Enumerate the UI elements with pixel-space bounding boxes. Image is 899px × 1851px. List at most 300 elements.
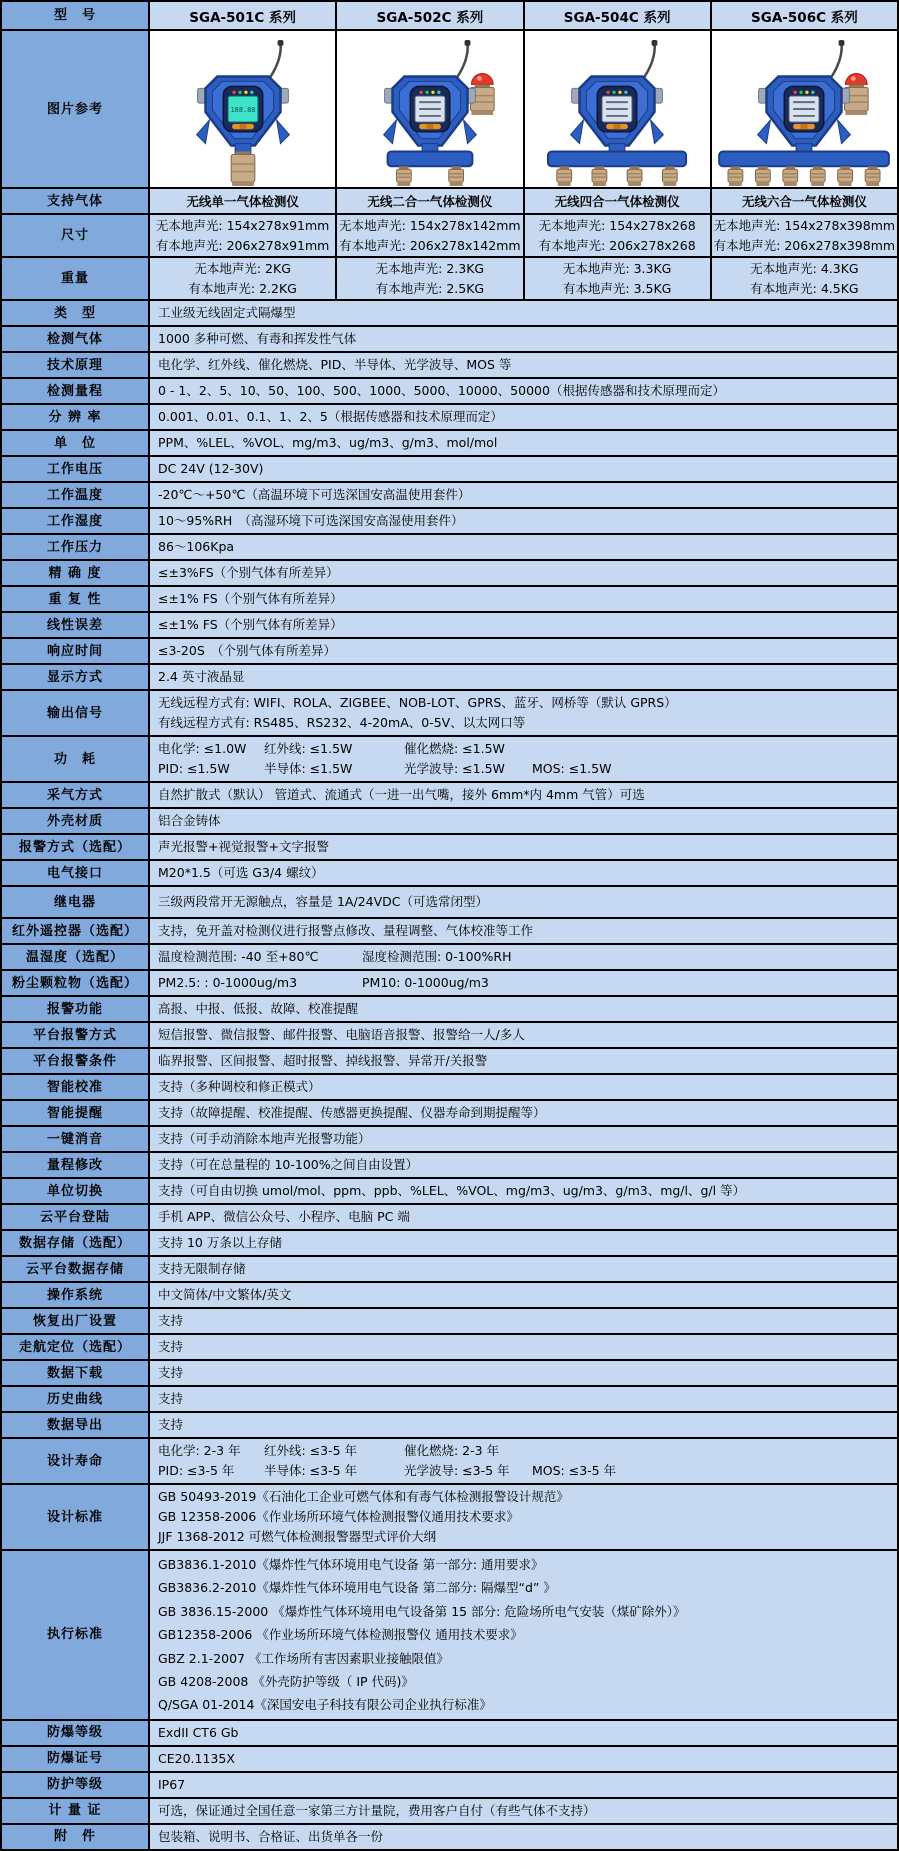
spec-row: [2, 665, 897, 689]
spec-segment: 包装箱、说明书、合格证、出货单各一份: [158, 1828, 384, 1844]
spec-row-label: 工作温度: [2, 483, 148, 507]
size-with-alarm: 有本地声光: 206x278x91mm: [155, 237, 330, 253]
spec-row-label: 数据下载: [2, 1361, 148, 1385]
spec-row-label: 检测气体: [2, 327, 148, 351]
spec-segment: 声光报警+视觉报警+文字报警: [158, 839, 329, 854]
spec-row-value: [150, 1335, 897, 1359]
weight-502c: [337, 258, 522, 299]
gas-detector-illustration: [151, 37, 335, 187]
spec-segment: M20*1.5（可选 G3/4 螺纹）: [158, 865, 324, 880]
spec-segment: 温度检测范围: -40 至+80℃: [158, 949, 319, 964]
spec-segment: PID: ≤1.5W: [158, 761, 230, 776]
spec-row-label: 计 量 证: [2, 1799, 148, 1823]
spec-row: [2, 1257, 897, 1281]
size-no-alarm: 无本地声光: 154x278x268: [538, 217, 696, 233]
spec-segment: 支持无限制存储: [158, 1261, 246, 1276]
spec-row-value: [150, 887, 897, 917]
size-with-alarm: 有本地声光: 206x278x398mm: [713, 237, 896, 253]
spec-line: [158, 1259, 246, 1279]
spec-segment: ≤±1% FS（个别气体有所差异）: [158, 617, 343, 632]
size-no-alarm: 无本地声光: 154x278x398mm: [713, 217, 896, 233]
spec-row-value: [150, 997, 897, 1021]
spec-row-label: 数据存储（选配）: [2, 1231, 148, 1255]
spec-segment: Q/SGA 01-2014《深国安电子科技有限公司企业执行标准》: [158, 1697, 492, 1713]
spec-segment: PM2.5: : 0-1000ug/m3: [158, 975, 298, 990]
spec-row-label: 技术原理: [2, 353, 148, 377]
spec-segment: 无线远程方式有: WIFI、ROLA、ZIGBEE、NOB-LOT、GPRS、蓝牙、网桥等（默认 GPRS）: [158, 695, 677, 710]
spec-row-label: 一键消音: [2, 1127, 148, 1151]
spec-row: [2, 1153, 897, 1177]
spec-row-value: [150, 1283, 897, 1307]
spec-line: [158, 1415, 183, 1435]
spec-line: [158, 407, 503, 427]
spec-row-label: 分 辨 率: [2, 405, 148, 429]
spec-row: [2, 887, 897, 917]
weight-with-alarm: 有本地声光: 2.5KG: [375, 280, 485, 296]
spec-line: [158, 1207, 410, 1227]
spec-row: [2, 737, 897, 781]
spec-segment: 三级两段常开无源触点，容量是 1A/24VDC（可选常闭型）: [158, 894, 488, 909]
spec-line: [158, 947, 511, 967]
spec-line: [158, 1827, 383, 1847]
spec-segment: ≤±1% FS（个别气体有所差异）: [158, 591, 343, 606]
spec-row-value: [150, 405, 897, 429]
model-header-cell-506c: SGA-506C 系列: [712, 2, 897, 29]
spec-row: [2, 561, 897, 585]
spec-row-label: 恢复出厂设置: [2, 1309, 148, 1333]
spec-segment: 10～95%RH （高湿环境下可选深国安高湿使用套件）: [158, 513, 464, 528]
spec-row: [2, 809, 897, 833]
spec-row-value: [150, 1439, 897, 1483]
spec-line: [158, 1155, 418, 1175]
spec-segment: 2.4 英寸液晶显: [158, 669, 245, 684]
spec-row-label: 采气方式: [2, 783, 148, 807]
spec-segment: JJF 1368-2012 可燃气体检测报警器型式评价大纲: [158, 1529, 437, 1544]
spec-line: [158, 739, 505, 759]
spec-row-label: 电气接口: [2, 861, 148, 885]
spec-row-label: 温湿度（选配）: [2, 945, 148, 969]
spec-segment: 支持（可手动消除本地声光报警功能）: [158, 1131, 371, 1146]
spec-line: [158, 892, 488, 912]
spec-segment: 1000 多种可燃、有毒和挥发性气体: [158, 331, 357, 346]
spec-row-value: [150, 1825, 897, 1849]
spec-line: [158, 1103, 546, 1123]
spec-row-value: [150, 483, 897, 507]
spec-line: [158, 537, 234, 557]
spec-row: [2, 327, 897, 351]
spec-row-value: [150, 783, 897, 807]
spec-row-label: 输出信号: [2, 691, 148, 735]
weight-no-alarm: 无本地声光: 4.3KG: [750, 260, 859, 276]
spec-row: [2, 535, 897, 559]
spec-line: [158, 863, 324, 883]
spec-segment: 半导体: ≤1.5W: [264, 761, 353, 776]
spec-row: [2, 1049, 897, 1073]
spec-segment: 半导体: ≤3-5 年: [264, 1463, 358, 1478]
spec-row-label: 响应时间: [2, 639, 148, 663]
gas-row-label: 支持气体: [2, 189, 148, 213]
spec-line: [158, 1129, 371, 1149]
spec-row-value: [150, 1485, 897, 1549]
spec-row-value: [150, 919, 897, 943]
spec-line: [158, 1285, 291, 1305]
svg-text:188.88: 188.88: [230, 106, 256, 114]
size-501c: [150, 215, 335, 256]
spec-row-label: 报警方式（选配）: [2, 835, 148, 859]
spec-row-label: 附 件: [2, 1825, 148, 1849]
size-with-alarm: 有本地声光: 206x278x268: [538, 237, 696, 253]
spec-row-label: 显示方式: [2, 665, 148, 689]
spec-row-label: 红外遥控器（选配）: [2, 919, 148, 943]
spec-line: [158, 1749, 235, 1769]
weight-no-alarm: 无本地声光: 2KG: [194, 260, 291, 276]
spec-row-label: 数据导出: [2, 1413, 148, 1437]
size-504c: [525, 215, 710, 256]
spec-segment: 支持 10 万条以上存储: [158, 1235, 282, 1250]
spec-row-label: 走航定位（选配）: [2, 1335, 148, 1359]
spec-row: [2, 483, 897, 507]
spec-line: [158, 329, 356, 349]
spec-line: [158, 693, 677, 713]
product-image-501c: [150, 31, 335, 187]
spec-segment: 电化学: 2-3 年: [158, 1443, 241, 1458]
spec-line: [158, 303, 296, 323]
spec-row-value: [150, 1361, 897, 1385]
spec-row-value: [150, 861, 897, 885]
spec-segment: 铝合金铸体: [158, 813, 221, 828]
spec-line: [158, 1507, 519, 1527]
spec-row-label: 智能校准: [2, 1075, 148, 1099]
spec-row-value: [150, 1101, 897, 1125]
gas-type-506c: 无线六合一气体检测仪: [712, 189, 897, 213]
spec-segment: 支持（可自由切换 umol/mol、ppm、ppb、%LEL、%VOL、mg/m3、ug/m3、g/m3、mg/l、g/l 等）: [158, 1183, 746, 1198]
spec-segment: -20℃～+50℃（高温环境下可选深国安高温使用套件）: [158, 487, 471, 502]
spec-row-label: 类 型: [2, 301, 148, 325]
spec-line: [158, 433, 497, 453]
spec-segment: 工业级无线固定式隔爆型: [158, 305, 296, 320]
spec-segment: GB3836.1-2010《爆炸性气体环境用电气设备 第一部分: 通用要求》: [158, 1557, 544, 1572]
spec-row-label: 操作系统: [2, 1283, 148, 1307]
spec-line: [158, 1723, 239, 1743]
gas-type-502c: 无线二合一气体检测仪: [337, 189, 522, 213]
spec-row-value: [150, 535, 897, 559]
spec-segment: 支持: [158, 1313, 184, 1328]
spec-row-label: 线性误差: [2, 613, 148, 637]
spec-segment: MOS: ≤3-5 年: [532, 1463, 617, 1478]
spec-row-value: [150, 691, 897, 735]
weight-501c: [150, 258, 335, 299]
spec-row: [2, 1335, 897, 1359]
spec-row: [2, 301, 897, 325]
spec-row: [2, 1551, 897, 1719]
spec-row: [2, 1439, 897, 1483]
model-row-label: 型 号: [2, 2, 148, 29]
weight-row: [2, 258, 897, 299]
spec-row-value: [150, 457, 897, 481]
spec-segment: GB 4208-2008 《外壳防护等级（ IP 代码)》: [158, 1674, 414, 1690]
spec-row-value: [150, 945, 897, 969]
spec-row-label: 历史曲线: [2, 1387, 148, 1411]
spec-line: [158, 1647, 449, 1670]
spec-row: [2, 587, 897, 611]
spec-segment: CE20.1135X: [158, 1750, 235, 1766]
spec-row: [2, 1075, 897, 1099]
spec-row-value: [150, 737, 897, 781]
spec-row-value: [150, 1799, 897, 1823]
spec-line: [158, 1801, 596, 1821]
spec-segment: 支持，免开盖对检测仪进行报警点修改、量程调整、气体校准等工作: [158, 923, 534, 938]
weight-504c: [525, 258, 710, 299]
spec-line: [158, 1487, 569, 1507]
spec-row: [2, 1127, 897, 1151]
gas-type-504c: 无线四合一气体检测仪: [525, 189, 710, 213]
spec-segment: 红外线: ≤1.5W: [264, 741, 353, 756]
spec-row-label: 重 复 性: [2, 587, 148, 611]
image-row-label: 图片参考: [2, 31, 148, 187]
spec-line: [158, 1576, 556, 1599]
spec-row-value: [150, 1127, 897, 1151]
product-image-502c: [337, 31, 522, 187]
spec-line: [158, 1553, 543, 1576]
spec-row-value: [150, 1179, 897, 1203]
spec-line: [158, 641, 336, 661]
weight-row-label: 重量: [2, 258, 148, 299]
spec-segment: 支持: [158, 1391, 184, 1406]
spec-segment: ExdII CT6 Gb: [158, 1724, 239, 1740]
spec-row: [2, 405, 897, 429]
spec-row-value: [150, 1721, 897, 1745]
spec-row: [2, 1205, 897, 1229]
spec-row-label: 平台报警条件: [2, 1049, 148, 1073]
spec-line: [158, 921, 533, 941]
spec-row-value: [150, 1747, 897, 1771]
spec-row: [2, 1387, 897, 1411]
spec-row-value: [150, 1387, 897, 1411]
spec-row: [2, 379, 897, 403]
spec-segment: 高报、中报、低报、故障、校准提醒: [158, 1001, 359, 1016]
spec-segment: 有线远程方式有: RS485、RS232、4-20mA、0-5V、以太网口等: [158, 715, 526, 730]
spec-line: [158, 459, 263, 479]
spec-line: [158, 1670, 414, 1693]
spec-line: [158, 1051, 487, 1071]
spec-line: [158, 1337, 183, 1357]
spec-segment: 手机 APP、微信公众号、小程序、电脑 PC 端: [158, 1209, 410, 1224]
spec-segment: GBZ 2.1-2007 《工作场所有害因素职业接触限值》: [158, 1650, 449, 1666]
spec-segment: 支持（可在总量程的 10-100%之间自由设置）: [158, 1157, 419, 1172]
spec-row: [2, 861, 897, 885]
spec-row-value: [150, 561, 897, 585]
spec-row-value: [150, 1413, 897, 1437]
spec-row-label: 设计标准: [2, 1485, 148, 1549]
model-header-cell-502c: SGA-502C 系列: [337, 2, 522, 29]
spec-segment: 支持（故障提醒、校准提醒、传感器更换提醒、仪器寿命到期提醒等）: [158, 1105, 546, 1120]
spec-row-value: [150, 327, 897, 351]
spec-line: [158, 1600, 686, 1623]
size-502c: [337, 215, 522, 256]
spec-row-label: 云平台数据存储: [2, 1257, 148, 1281]
spec-line: [158, 1527, 436, 1547]
spec-row-label: 防爆等级: [2, 1721, 148, 1745]
spec-row-label: 报警功能: [2, 997, 148, 1021]
spec-row-label: 精 确 度: [2, 561, 148, 585]
spec-row-value: [150, 509, 897, 533]
spec-row-label: 云平台登陆: [2, 1205, 148, 1229]
spec-line: [158, 511, 464, 531]
spec-segment: 支持: [158, 1417, 184, 1432]
size-506c: [712, 215, 897, 256]
spec-row-label: 防爆证号: [2, 1747, 148, 1771]
spec-row: [2, 783, 897, 807]
spec-segment: DC 24V (12-30V): [158, 461, 264, 476]
spec-segment: 中文简体/中文繁体/英文: [158, 1287, 292, 1302]
spec-row: [2, 835, 897, 859]
spec-segment: MOS: ≤1.5W: [532, 761, 612, 776]
product-image-506c: [712, 31, 897, 187]
spec-segment: PID: ≤3-5 年: [158, 1463, 235, 1478]
spec-row-value: [150, 353, 897, 377]
spec-line: [158, 1693, 492, 1716]
spec-line: [158, 1363, 183, 1383]
spec-row-value: [150, 1075, 897, 1099]
spec-line: [158, 999, 358, 1019]
spec-line: [158, 811, 221, 831]
spec-segment: GB3836.2-2010《爆炸性气体环境用电气设备 第二部分: 隔爆型“d” 》: [158, 1580, 556, 1596]
spec-row: [2, 457, 897, 481]
gas-type-row: [2, 189, 897, 213]
model-header-cell-504c: SGA-504C 系列: [525, 2, 710, 29]
spec-row-value: [150, 835, 897, 859]
spec-segment: 支持（多种调校和修正模式）: [158, 1079, 321, 1094]
spec-segment: 0.001、0.01、0.1、1、2、5（根据传感器和技术原理而定）: [158, 409, 503, 424]
spec-row-label: 工作湿度: [2, 509, 148, 533]
weight-506c: [712, 258, 897, 299]
model-header-row: [2, 2, 897, 29]
spec-row-label: 单 位: [2, 431, 148, 455]
spec-segment: GB 12358-2006《作业场所环境气体检测报警仪通用技术要求》: [158, 1509, 519, 1524]
spec-row-value: [150, 431, 897, 455]
spec-row-label: 工作压力: [2, 535, 148, 559]
spec-line: [158, 667, 244, 687]
spec-segment: PPM、%LEL、%VOL、mg/m3、ug/m3、g/m3、mol/mol: [158, 435, 498, 450]
weight-with-alarm: 有本地声光: 4.5KG: [750, 280, 859, 296]
size-no-alarm: 无本地声光: 154x278x142mm: [339, 217, 521, 233]
spec-segment: 支持: [158, 1339, 184, 1354]
weight-with-alarm: 有本地声光: 2.2KG: [188, 280, 297, 296]
spec-segment: ≤±3%FS（个别气体有所差异）: [158, 565, 339, 580]
spec-row-value: [150, 587, 897, 611]
spec-line: [158, 973, 489, 993]
spec-segment: IP67: [158, 1776, 186, 1792]
spec-segment: 湿度检测范围: 0-100%RH: [362, 949, 512, 964]
weight-with-alarm: 有本地声光: 3.5KG: [562, 280, 672, 296]
spec-segment: 可选，保证通过全国任意一家第三方计量院，费用客户自付（有些气体不支持）: [158, 1802, 596, 1818]
spec-line: [158, 837, 329, 857]
image-row: [2, 31, 897, 187]
spec-segment: 催化燃烧: ≤1.5W: [404, 741, 505, 756]
spec-row-value: [150, 613, 897, 637]
spec-row-label: 设计寿命: [2, 1439, 148, 1483]
spec-row: [2, 971, 897, 995]
spec-segment: 光学波导: ≤3-5 年: [404, 1463, 510, 1478]
spec-row: [2, 1361, 897, 1385]
spec-row-value: [150, 1309, 897, 1333]
spec-row: [2, 1747, 897, 1771]
spec-line: [158, 1441, 499, 1461]
product-image-504c: [525, 31, 710, 187]
spec-line: [158, 759, 611, 779]
size-row-label: 尺寸: [2, 215, 148, 256]
spec-line: [158, 785, 645, 805]
spec-row-value: [150, 1049, 897, 1073]
spec-row: [2, 613, 897, 637]
spec-segment: 催化燃烧: 2-3 年: [404, 1443, 500, 1458]
spec-line: [158, 1775, 185, 1795]
spec-line: [158, 1389, 183, 1409]
spec-row: [2, 919, 897, 943]
spec-row-label: 功 耗: [2, 737, 148, 781]
spec-segment: 临界报警、区间报警、超时报警、掉线报警、异常开/关报警: [158, 1053, 488, 1068]
spec-line: [158, 589, 343, 609]
spec-line: [158, 1233, 282, 1253]
spec-row: [2, 353, 897, 377]
spec-row-value: [150, 1023, 897, 1047]
spec-row-label: 执行标准: [2, 1551, 148, 1719]
spec-row: [2, 691, 897, 735]
spec-row-value: [150, 1773, 897, 1797]
size-no-alarm: 无本地声光: 154x278x91mm: [155, 217, 330, 233]
spec-row: [2, 639, 897, 663]
spec-row-value: [150, 1551, 897, 1719]
spec-row-label: 平台报警方式: [2, 1023, 148, 1047]
spec-row-label: 检测量程: [2, 379, 148, 403]
size-with-alarm: 有本地声光: 206x278x142mm: [339, 237, 521, 253]
spec-row: [2, 1413, 897, 1437]
spec-segment: 光学波导: ≤1.5W: [404, 761, 505, 776]
spec-segment: 红外线: ≤3-5 年: [264, 1443, 358, 1458]
spec-row-value: [150, 1231, 897, 1255]
spec-row-label: 外壳材质: [2, 809, 148, 833]
spec-row: [2, 997, 897, 1021]
spec-row: [2, 509, 897, 533]
spec-row-label: 单位切换: [2, 1179, 148, 1203]
spec-line: [158, 563, 339, 583]
spec-segment: 电化学、红外线、催化燃烧、PID、半导体、光学波导、MOS 等: [158, 357, 512, 372]
spec-row-value: [150, 379, 897, 403]
weight-no-alarm: 无本地声光: 2.3KG: [375, 260, 485, 276]
spec-row: [2, 1773, 897, 1797]
spec-row-label: 智能提醒: [2, 1101, 148, 1125]
spec-segment: 86～106Kpa: [158, 539, 235, 554]
spec-segment: GB 3836.15-2000 《爆炸性气体环境用电气设备第 15 部分: 危险场所电气安装（煤矿除外）》: [158, 1603, 686, 1619]
spec-line: [158, 713, 525, 733]
spec-line: [158, 1461, 616, 1481]
spec-line: [158, 1025, 525, 1045]
spec-row: [2, 431, 897, 455]
spec-row-value: [150, 301, 897, 325]
spec-segment: GB 50493-2019《石油化工企业可燃气体和有毒气体检测报警设计规范》: [158, 1489, 569, 1504]
spec-row: [2, 1825, 897, 1849]
spec-line: [158, 485, 470, 505]
spec-segment: 电化学: ≤1.0W: [158, 741, 247, 756]
spec-row: [2, 1231, 897, 1255]
spec-row-value: [150, 809, 897, 833]
spec-line: [158, 1181, 745, 1201]
spec-row: [2, 1023, 897, 1047]
spec-line: [158, 615, 343, 635]
spec-row: [2, 945, 897, 969]
spec-line: [158, 381, 725, 401]
spec-row: [2, 1799, 897, 1823]
